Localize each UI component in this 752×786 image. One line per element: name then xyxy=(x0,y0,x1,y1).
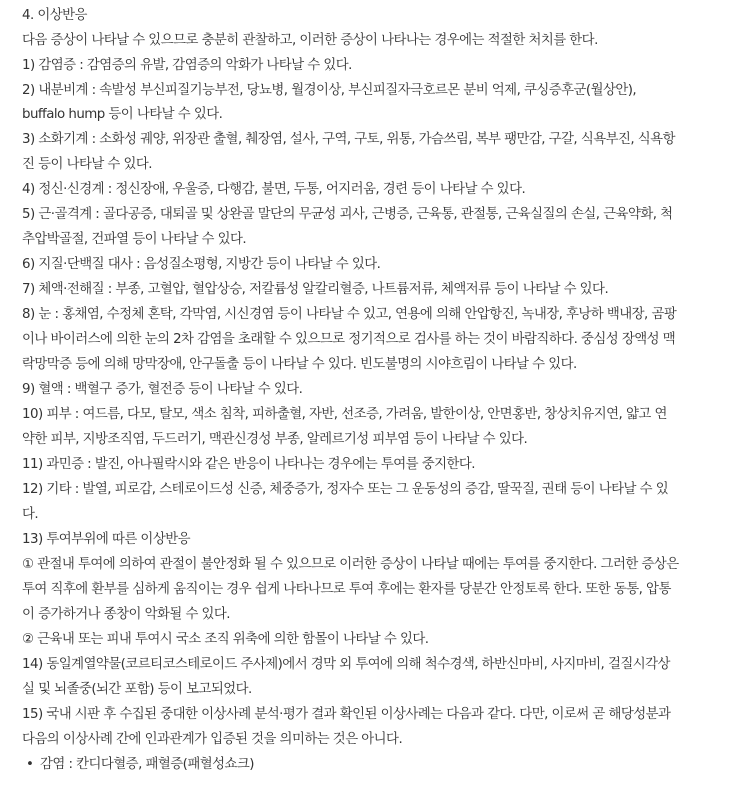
item-epidural: 14) 동일계열약물(코르티코스테로이드 주사제)에서 경막 외 투여에 의해 척수경색, 하반신마비, 사지마비, 걸질시각상 xyxy=(22,657,670,672)
item-infection: 1) 감염증 : 감염증의 유발, 감염증의 악화가 나타날 수 있다. xyxy=(22,58,352,73)
intro-paragraph: 다음 증상이 나타날 수 있으므로 충분히 관찰하고, 이러한 증상이 나타나는 경우에는 적절한 처치를 한다. xyxy=(22,33,598,48)
item-musculoskeletal-cont: 추압박골절, 건파열 등이 나타날 수 있다. xyxy=(22,232,247,247)
item-neuro: 4) 정신·신경계 : 정신장애, 우울증, 다행감, 불면, 두통, 어지러움, 경련 등이 나타날 수 있다. xyxy=(22,182,526,197)
item-other: 12) 기타 : 발열, 피로감, 스테로이드성 신증, 체중증가, 정자수 또는 그 운동성의 증감, 딸꾹질, 권태 등이 나타날 수 있 xyxy=(22,482,669,497)
item-fluid-electrolyte: 7) 체액·전해질 : 부종, 고혈압, 혈압상승, 저칼륨성 알칼리혈증, 나트륨저류, 체액저류 등이 나타날 수 있다. xyxy=(22,282,609,297)
item-epidural-cont: 실 및 뇌졸중(뇌간 포함) 등이 보고되었다. xyxy=(22,682,252,697)
bullet-text: 감염 : 칸디다혈증, 패혈증(패혈성쇼크) xyxy=(40,757,254,772)
item-other-cont: 다. xyxy=(22,507,39,522)
item-digestive: 3) 소화기계 : 소화성 궤양, 위장관 출혈, 췌장염, 설사, 구역, 구토, 위통, 가슴쓰림, 복부 팽만감, 구갈, 식욕부진, 식욕항 xyxy=(22,132,675,147)
subitem-intra-articular: ① 관절내 투여에 의하여 관절이 불안정화 될 수 있으므로 이러한 증상이 나타날 때에는 투여를 중지한다. 그러한 증상은 xyxy=(22,557,679,572)
item-eye: 8) 눈 : 홍채염, 수정체 혼탁, 각막염, 시신경염 등이 나타날 수 있고, 연용에 의해 안압항진, 녹내장, 후낭하 백내장, 곰팡 xyxy=(22,307,677,322)
item-musculoskeletal: 5) 근·골격계 : 골다공증, 대퇴골 및 상완골 말단의 무균성 괴사, 근병증, 근육통, 관절통, 근육실질의 손실, 근육약화, 척 xyxy=(22,207,673,222)
item-skin-cont: 약한 피부, 지방조직염, 두드러기, 맥관신경성 부종, 알레르기성 피부염 등이 나타날 수 있다. xyxy=(22,432,528,447)
section-heading: 4. 이상반응 xyxy=(22,8,87,23)
subitem-intramuscular: ② 근육내 또는 피내 투여시 국소 조직 위축에 의한 함몰이 나타날 수 있다. xyxy=(22,632,429,647)
item-eye-cont-2: 락망막증 등에 의해 망막장애, 안구돌출 등이 나타날 수 있다. 빈도불명의 시야흐림이 나타날 수 있다. xyxy=(22,357,577,372)
item-hypersensitivity: 11) 과민증 : 발진, 아나필락시와 같은 반응이 나타나는 경우에는 투여를 중지한다. xyxy=(22,457,475,472)
item-endocrine-cont: buffalo hump 등이 나타날 수 있다. xyxy=(22,107,223,122)
item-metabolism: 6) 지질·단백질 대사 : 음성질소평형, 지방간 등이 나타날 수 있다. xyxy=(22,257,381,272)
subitem-intra-articular-cont-1: 투여 직후에 환부를 심하게 움직이는 경우 쉽게 나타나므로 투여 후에는 환자를 당분간 안정토록 한다. 또한 동통, 압통 xyxy=(22,582,671,597)
subitem-intra-articular-cont-2: 이 증가하거나 종창이 악화될 수 있다. xyxy=(22,607,231,622)
item-injection-site: 13) 투여부위에 따른 이상반응 xyxy=(22,532,190,547)
item-endocrine: 2) 내분비계 : 속발성 부신피질기능부전, 당뇨병, 월경이상, 부신피질자극호르몬 분비 억제, 쿠싱증후군(월상안), xyxy=(22,83,637,98)
item-postmarketing-cont: 다음의 이상사례 간에 인과관계가 입증된 것을 의미하는 것은 아니다. xyxy=(22,732,403,747)
bullet-marker: • xyxy=(26,757,34,772)
item-postmarketing: 15) 국내 시판 후 수집된 중대한 이상사례 분석·평가 결과 확인된 이상사례는 다음과 같다. 다만, 이로써 곧 해당성분과 xyxy=(22,707,671,722)
item-digestive-cont: 진 등이 나타날 수 있다. xyxy=(22,157,152,172)
item-skin: 10) 피부 : 여드름, 다모, 탈모, 색소 침착, 피하출혈, 자반, 선조증, 가려움, 발한이상, 안면홍반, 창상치유지연, 얇고 연 xyxy=(22,407,667,422)
item-blood: 9) 혈액 : 백혈구 증가, 혈전증 등이 나타날 수 있다. xyxy=(22,382,303,397)
item-eye-cont-1: 이나 바이러스에 의한 눈의 2차 감염을 초래할 수 있으므로 정기적으로 검사를 하는 것이 바람직하다. 중심성 장액성 맥 xyxy=(22,332,676,347)
